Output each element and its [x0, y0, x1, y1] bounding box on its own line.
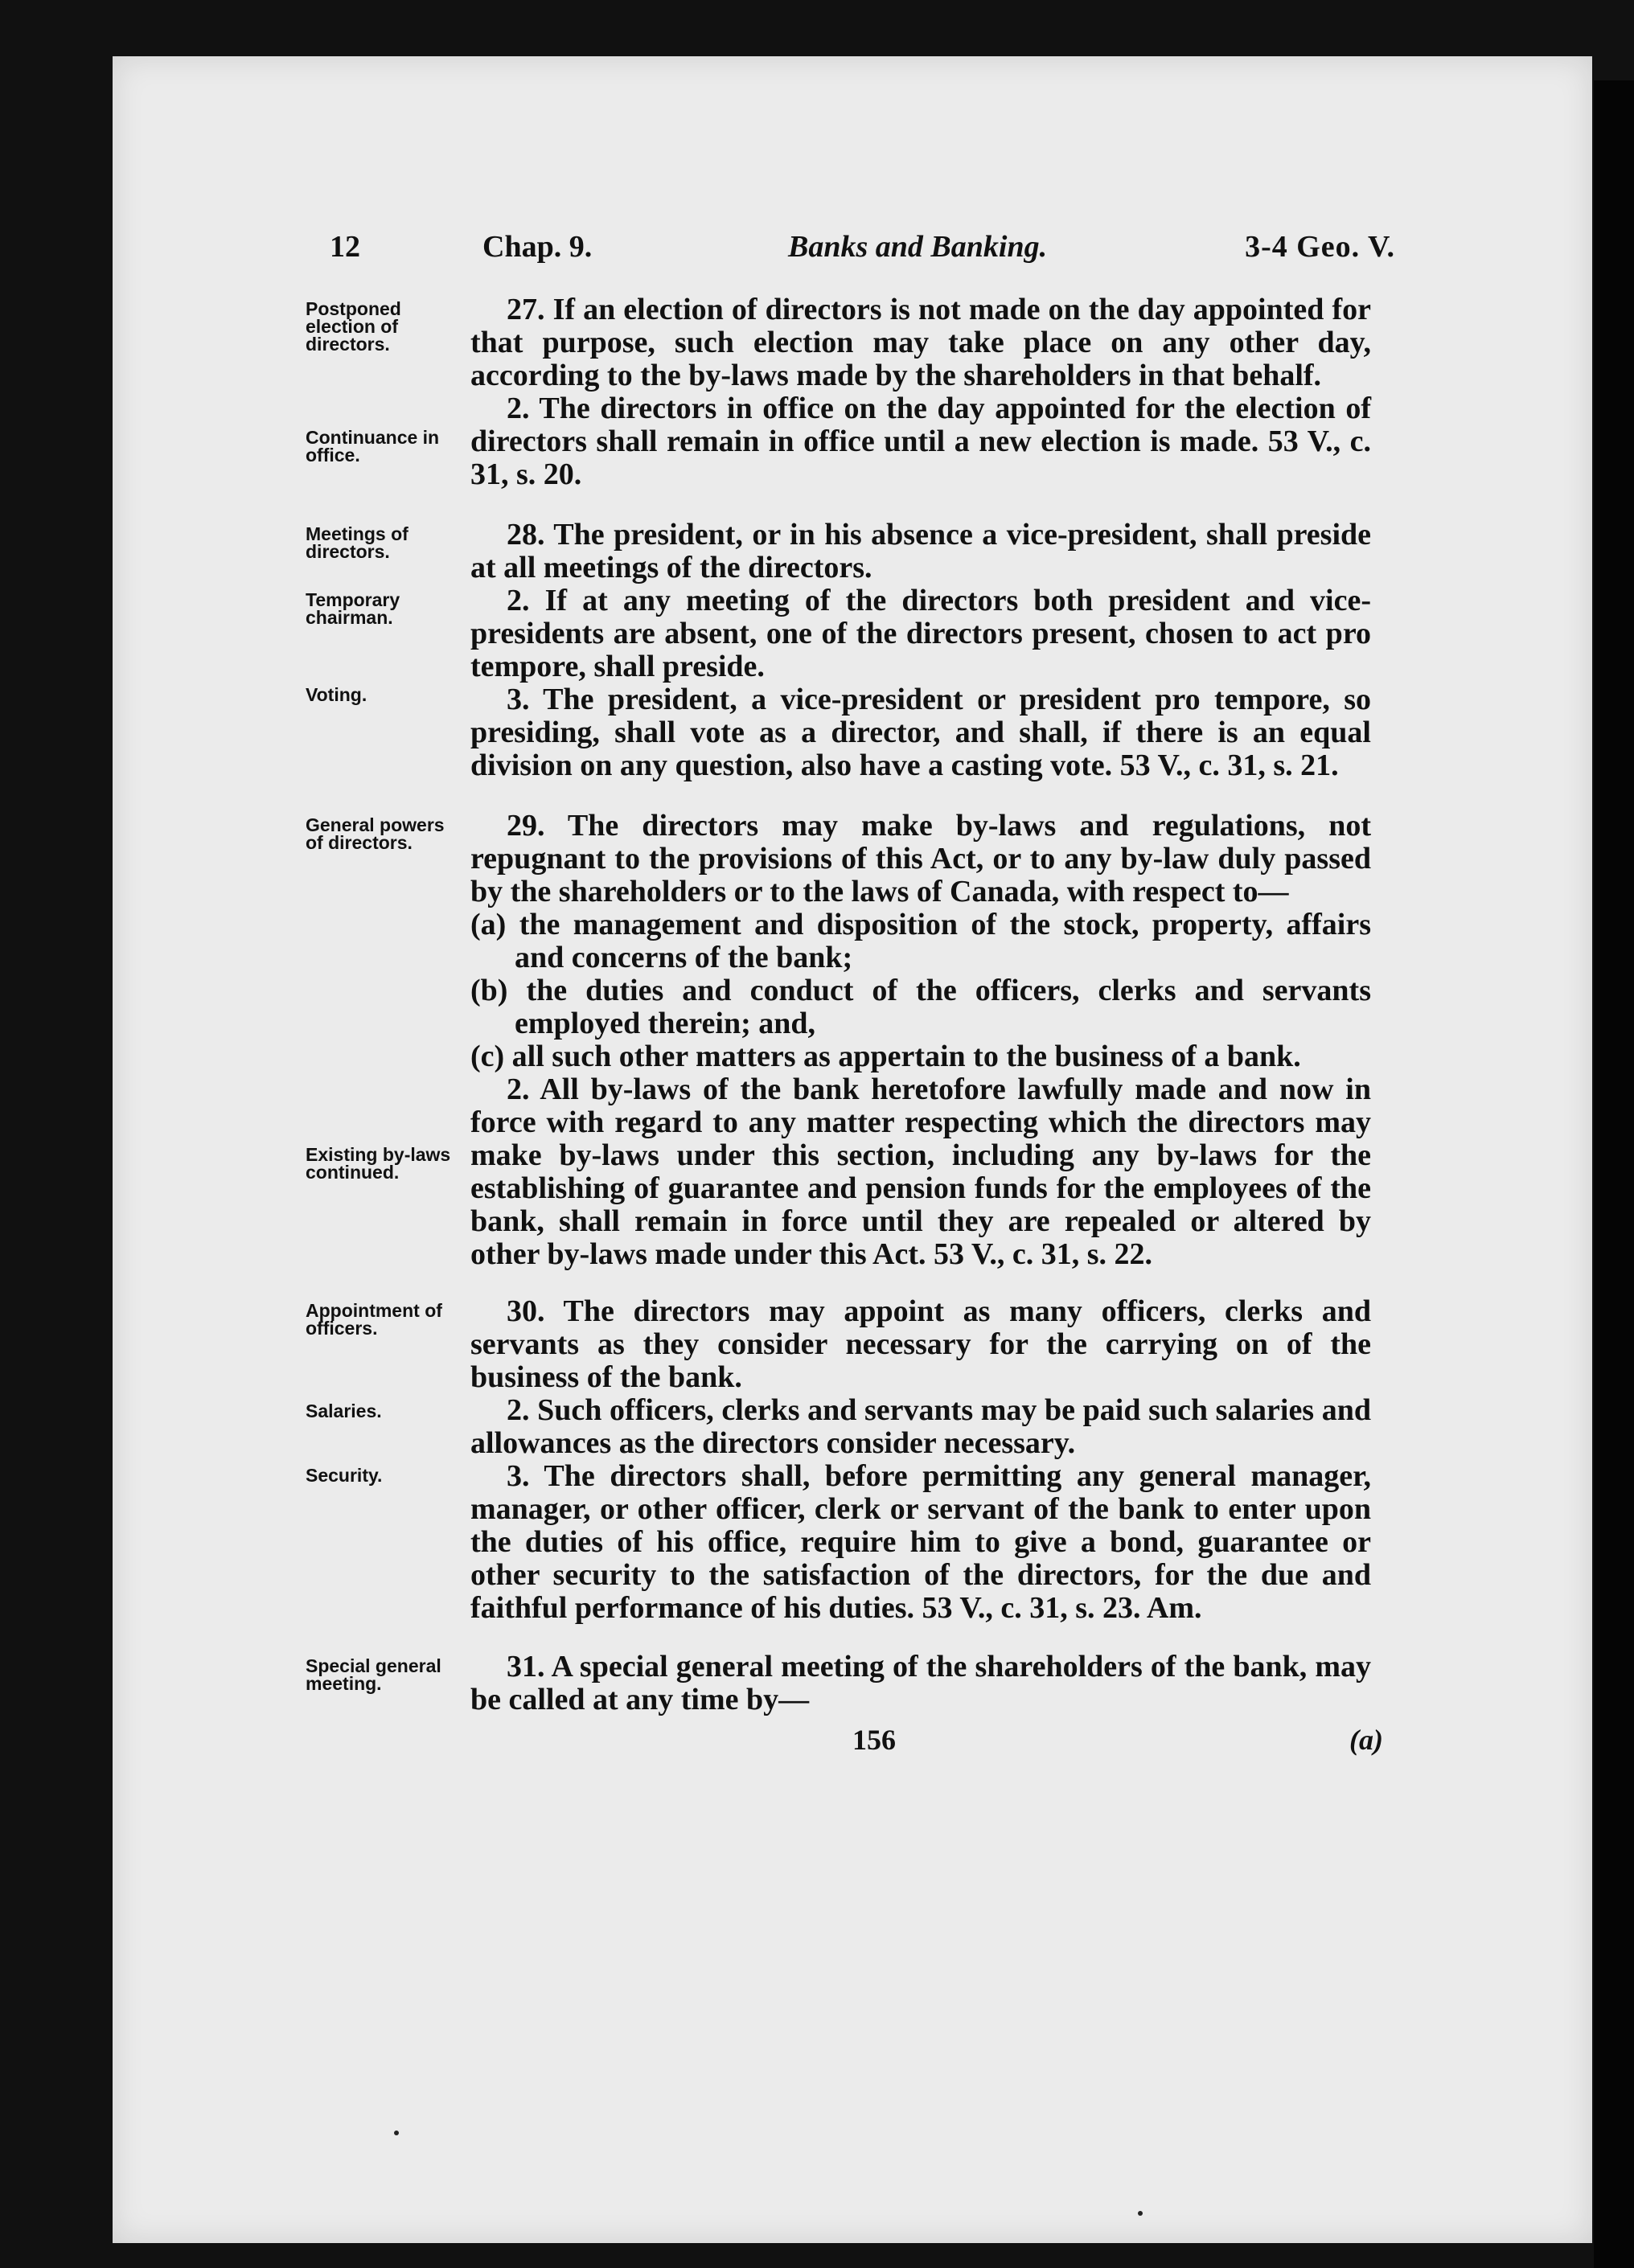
- list-item: (b) the duties and conduct of the officers, clerks and servants employed therein; and,: [470, 974, 1371, 1040]
- paragraph-text: 3. The president, a vice-president or president pro tempore, so presiding, shall vote as a director, and shall, if there is an equal division on any question, also have a casting vote. 53 V., c. 31, s. 21.: [470, 683, 1371, 782]
- sections: [298, 293, 1375, 1716]
- footer-page-number: 156: [852, 1724, 896, 1756]
- paragraph-text: If an election of directors is not made on the day appointed for that purpose, such election may take place on any other day, according to the by-laws made by the shareholders in that behalf.: [470, 293, 1371, 392]
- marginal-note: Existing by-laws continued.: [306, 1144, 451, 1183]
- footer-catchword: (a): [1349, 1724, 1383, 1756]
- paragraph: [470, 1651, 1371, 1716]
- page-footer: [298, 1723, 1383, 1759]
- paragraph: [470, 293, 1371, 392]
- paragraph: [470, 810, 1371, 908]
- section-27: [298, 293, 1375, 491]
- paragraph: [470, 1460, 1371, 1625]
- section-30: [298, 1295, 1375, 1625]
- marginal-note: Security.: [306, 1465, 383, 1486]
- marginal-note: Special general meeting.: [306, 1655, 441, 1694]
- paragraph-text: 3. The directors shall, before permitting any general manager, manager, or other officer, clerk or servant of the bank to enter upon the duties of his office, require him to give a bond, guarantee or other security to the satisfaction of the directors, for the due and faithful performance of his duties. 53 V., c. 31, s. 23. Am.: [470, 1459, 1371, 1625]
- section-number: 31.: [507, 1650, 552, 1684]
- section-body: [470, 1295, 1371, 1625]
- marginal-note: Appointment of officers.: [306, 1300, 442, 1339]
- header-chapter: Chap. 9.: [482, 230, 593, 264]
- section-29: [298, 810, 1375, 1271]
- section-number: 30.: [507, 1294, 564, 1328]
- section-number: 29.: [507, 809, 568, 843]
- paragraph-text: The directors may appoint as many officers, clerks and servants as they consider necessary for the carrying on of the business of the bank.: [470, 1294, 1371, 1394]
- paragraph: 2. All by-laws of the bank heretofore lawfully made and now in force with regard to any matter respecting which the directors may make by-laws under this section, including any by-laws for the establishing of guarantee and pension funds for the employees of the bank, shall remain in force until they are repealed or altered by other by-laws made under this Act. 53 V., c. 31, s. 22.: [470, 1072, 1371, 1271]
- paragraph-text: A special general meeting of the shareholders of the bank, may be called at any time by—: [470, 1650, 1372, 1716]
- header-title: Banks and Banking.: [788, 230, 1048, 264]
- marginal-note: General powers of directors.: [306, 814, 445, 853]
- section-number: 28.: [507, 518, 554, 552]
- paragraph: [470, 1295, 1371, 1394]
- section-31: [298, 1651, 1375, 1716]
- paragraph-text: 2. If at any meeting of the directors both president and vice-presidents are absent, one of the directors present, chosen to act pro tempore, shall preside.: [470, 584, 1371, 683]
- running-header: [298, 229, 1395, 277]
- page-content: [298, 229, 1395, 2102]
- paragraph: [470, 392, 1371, 491]
- marginal-note: Continuance in office.: [306, 427, 440, 465]
- section-body: [470, 1651, 1371, 1716]
- paragraph-text: 2. Such officers, clerks and servants may be paid such salaries and allowances as the directors consider necessary.: [470, 1393, 1371, 1460]
- marginal-note: Salaries.: [306, 1401, 382, 1421]
- paragraph: [470, 584, 1371, 683]
- paragraph-text: The president, or in his absence a vice-president, shall preside at all meetings of the directors.: [470, 518, 1371, 584]
- speck: [1138, 2211, 1143, 2216]
- marginal-note: Voting.: [306, 684, 367, 705]
- marginal-note: Meetings of directors.: [306, 523, 408, 562]
- marginal-note: Temporary chairman.: [306, 589, 400, 628]
- speck: [394, 2131, 399, 2135]
- section-body: [470, 810, 1371, 1271]
- paragraph: [470, 519, 1371, 584]
- paragraph: [470, 1394, 1371, 1460]
- list-item: (c) all such other matters as appertain to the business of a bank.: [470, 1040, 1301, 1073]
- section-number: 27.: [507, 293, 553, 326]
- scan-border: [1594, 80, 1634, 2268]
- marginal-note: Postponed election of directors.: [306, 298, 401, 355]
- paragraph: [470, 683, 1371, 782]
- section-28: [298, 519, 1375, 782]
- header-reign: 3-4 Geo. V.: [1245, 230, 1395, 264]
- section-body: [470, 519, 1371, 782]
- paragraph-text: 2. The directors in office on the day appointed for the election of directors shall remain in office until a new election is made. 53 V., c. 31, s. 20.: [470, 392, 1371, 491]
- header-page-number: 12: [330, 230, 360, 264]
- section-body: [470, 293, 1371, 491]
- paragraph-text: The directors may make by-laws and regulations, not repugnant to the provisions of this Act, or to any by-law duly passed by the shareholders or to the laws of Canada, with respect to—: [470, 809, 1371, 908]
- list-item: (a) the management and disposition of the stock, property, affairs and concerns of the bank;: [470, 908, 1371, 974]
